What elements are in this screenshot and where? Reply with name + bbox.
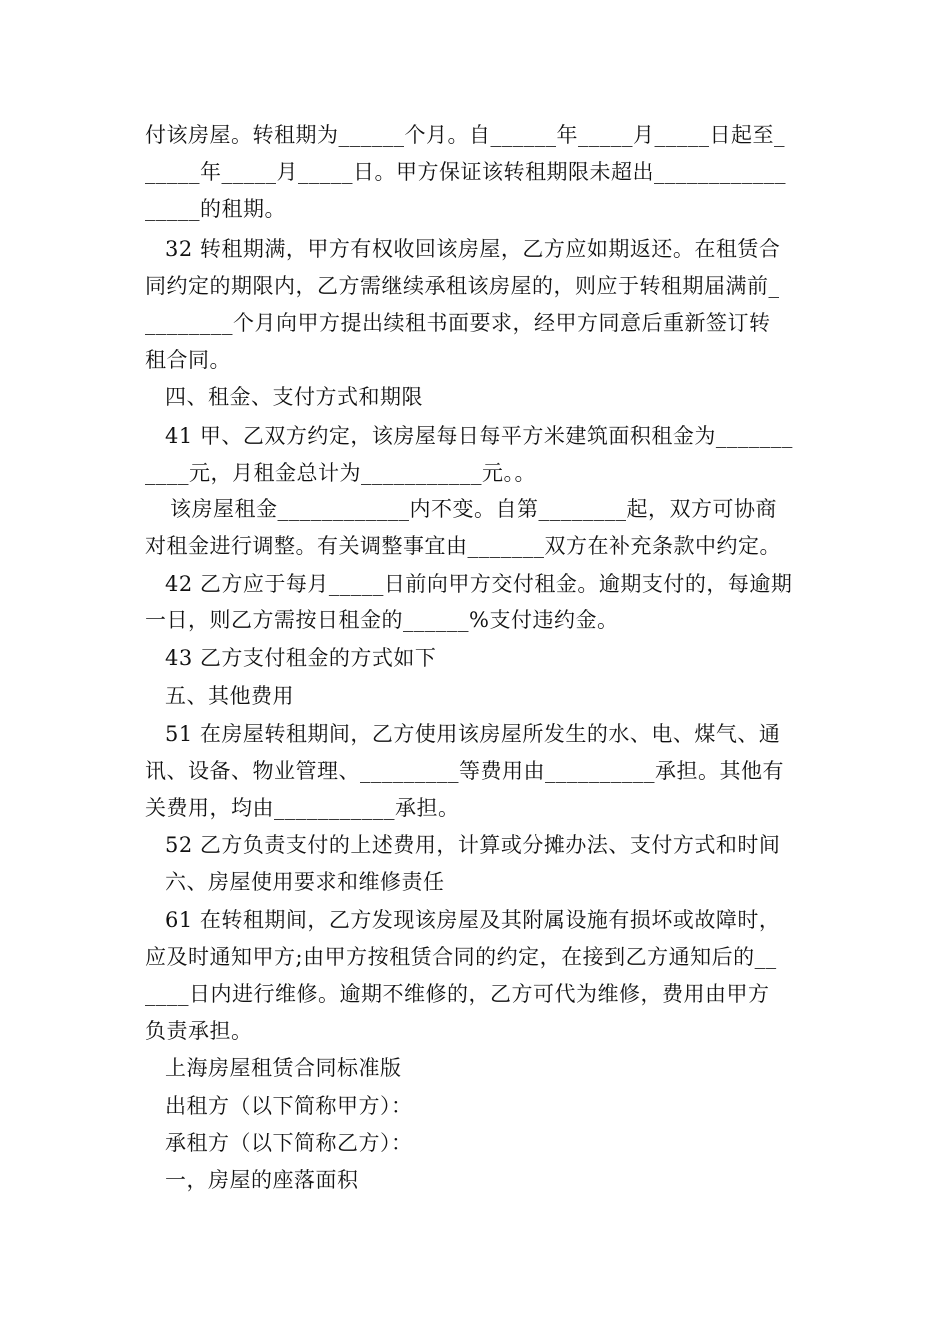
text-line: 租合同。 — [145, 348, 231, 372]
text-line: ____日内进行维修。逾期不维修的，乙方可代为维修，费用由甲方 — [145, 982, 770, 1006]
section-heading: 五、其他费用 — [165, 684, 294, 708]
text-line: 42 乙方应于每月_____日前向甲方交付租金。逾期支付的，每逾期 — [165, 572, 793, 596]
text-line: 41 甲、乙双方约定，该房屋每日每平方米建筑面积租金为_______ — [165, 424, 793, 448]
text-line: 52 乙方负责支付的上述费用，计算或分摊办法、支付方式和时间 — [165, 833, 781, 857]
text-line: 43 乙方支付租金的方式如下 — [165, 646, 437, 670]
text-line: ____元，月租金总计为___________元。。 — [145, 461, 536, 485]
text-line: ________个月向甲方提出续租书面要求，经甲方同意后重新签订转 — [145, 311, 771, 335]
text-line: 32 转租期满，甲方有权收回该房屋，乙方应如期返还。在租赁合 — [165, 237, 781, 261]
text-line: 该房屋租金____________内不变。自第________起，双方可协商 — [170, 497, 777, 521]
document-title: 上海房屋租赁合同标准版 — [165, 1056, 402, 1080]
section-heading: 四、租金、支付方式和期限 — [165, 385, 423, 409]
text-line: 对租金进行调整。有关调整事宜由_______双方在补充条款中约定。 — [145, 534, 781, 558]
section-heading: 一，房屋的座落面积 — [165, 1168, 359, 1192]
text-line: 讯、设备、物业管理、_________等费用由__________承担。其他有 — [145, 759, 784, 783]
text-line: 关费用，均由___________承担。 — [145, 796, 460, 820]
text-line: 应及时通知甲方;由甲方按租赁合同的约定，在接到乙方通知后的__ — [145, 945, 777, 969]
text-line: 负责承担。 — [145, 1019, 253, 1043]
text-line: 承租方（以下简称乙方）： — [165, 1131, 413, 1155]
text-line: _____年_____月_____日。甲方保证该转租期限未超出____________ — [145, 160, 786, 184]
text-line: 付该房屋。转租期为______个月。自______年_____月_____日起至_ — [145, 123, 785, 147]
text-line: 同约定的期限内，乙方需继续承租该房屋的，则应于转租期届满前_ — [145, 274, 780, 298]
section-heading: 六、房屋使用要求和维修责任 — [165, 870, 445, 894]
text-line: 出租方（以下简称甲方）： — [165, 1094, 413, 1118]
text-line: _____的租期。 — [145, 197, 286, 221]
text-line: 51 在房屋转租期间，乙方使用该房屋所发生的水、电、煤气、通 — [165, 722, 781, 746]
text-line: 61 在转租期间，乙方发现该房屋及其附属设施有损坏或故障时， — [165, 908, 781, 932]
text-line: 一日，则乙方需按日租金的______%支付违约金。 — [145, 608, 619, 632]
